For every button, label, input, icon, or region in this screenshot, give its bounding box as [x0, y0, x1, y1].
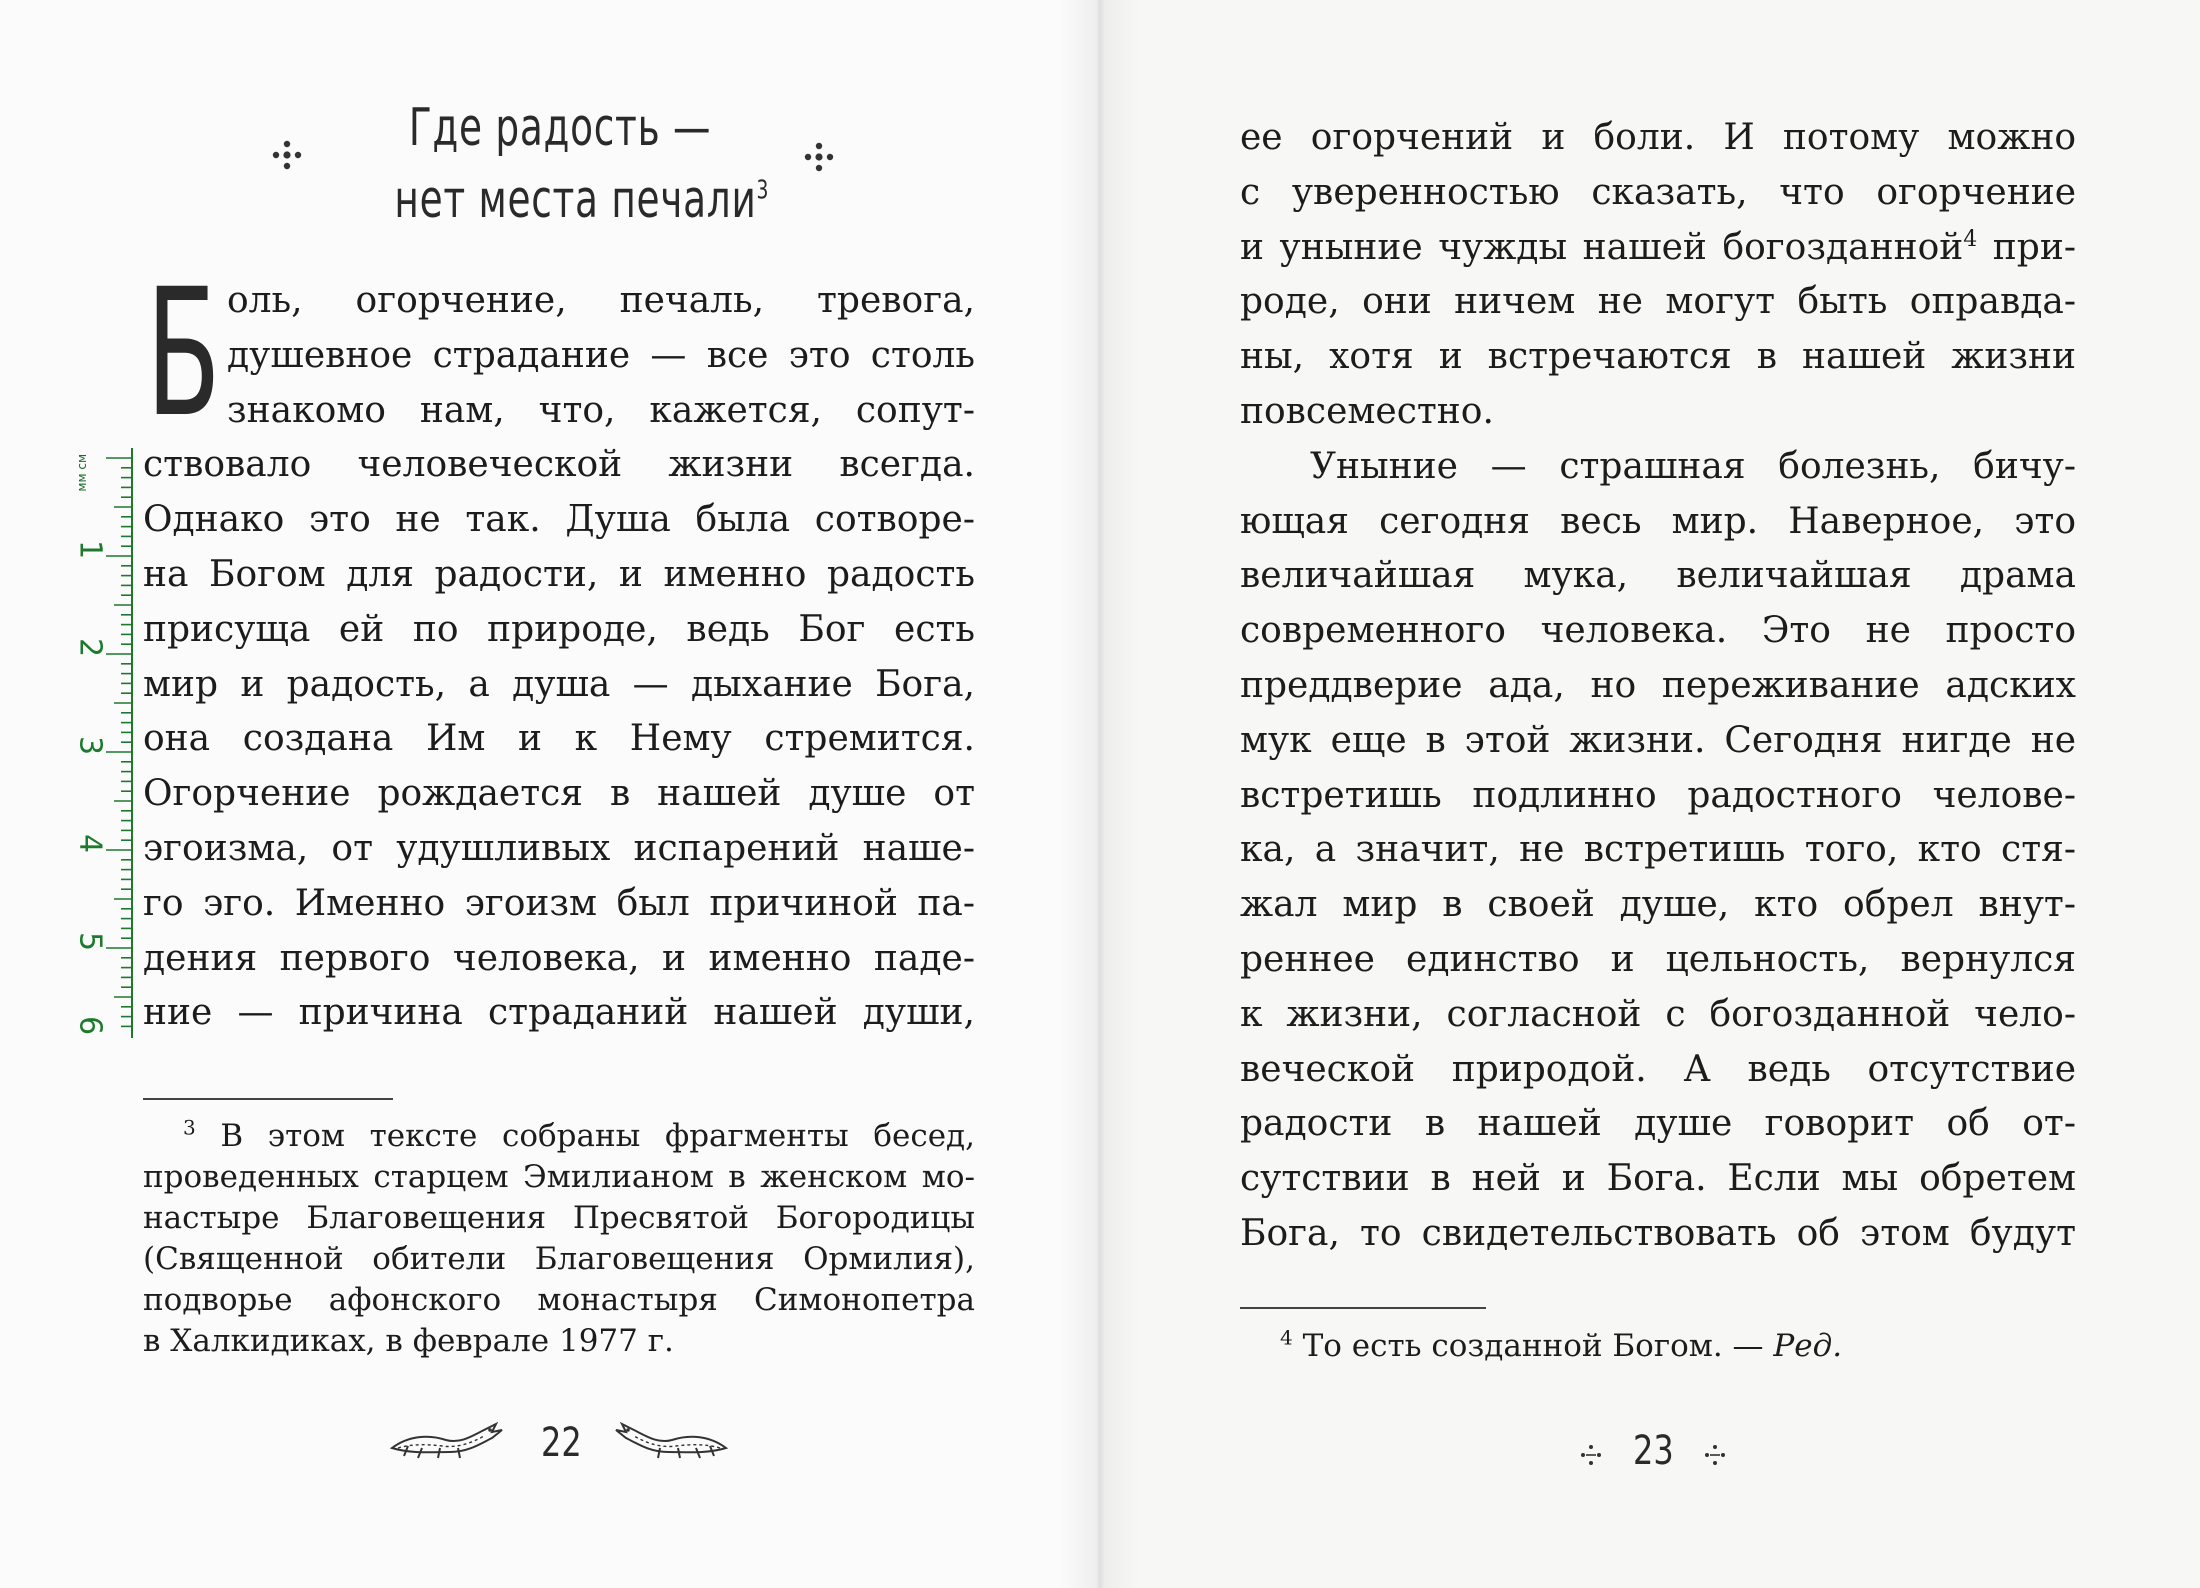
diamond-ornament-icon: [272, 140, 302, 170]
body-line: оль, огорчение, печаль, тревога,: [227, 280, 975, 321]
ruler-number: 1: [72, 539, 108, 560]
body-line: и уныние чужды нашей богозданной: [1240, 226, 1964, 268]
title-line-1: Где радость —: [408, 98, 712, 158]
body-line: на Богом для радости, и именно радость: [143, 553, 975, 595]
cross-ornament-icon: [1704, 1444, 1726, 1466]
ruler-number: 3: [72, 735, 108, 756]
body-line: Уныние — страшная болезнь, бичу-: [1310, 445, 2076, 487]
title-line-2: нет места печали: [394, 170, 757, 230]
footnote: [1240, 1326, 2076, 1367]
chapter-title: [394, 92, 770, 236]
body-line: роде, они ничем не могут быть оправда-: [1240, 281, 2076, 323]
body-line: встретишь подлинно радостного челове-: [1240, 774, 2076, 816]
body-line: Бога, то свидетельствовать об этом будут: [1240, 1212, 2076, 1254]
footnote: [143, 1116, 975, 1362]
footnote-text: То есть созданной Богом. —: [1302, 1328, 1774, 1364]
body-line: веческой природой. А ведь отсутствие: [1240, 1048, 2076, 1090]
body-line: мир и радость, а душа — дыхание Бога,: [143, 663, 975, 705]
measurement-ruler: [72, 448, 134, 1038]
body-line: ствовало человеческой жизни всегда.: [143, 444, 975, 486]
body-line: Однако это не так. Душа была сотворе-: [143, 499, 975, 541]
body-line: присуща ей по природе, ведь Бог есть: [143, 608, 975, 650]
body-line: ны, хотя и встречаются в нашей жизни: [1240, 336, 2076, 378]
body-line: величайшая мука, величайшая драма: [1240, 555, 2076, 597]
body-line: с уверенностью сказать, что огорчение: [1240, 171, 2076, 213]
body-line: Огорчение рождается в нашей душе от: [143, 773, 975, 815]
footnote-italic: Ред.: [1773, 1328, 1843, 1364]
left-page: [0, 0, 1098, 1588]
footnote-line: в Халкидиках, в феврале 1977 г.: [143, 1323, 674, 1359]
body-line: ние — причина страданий нашей души,: [143, 992, 975, 1034]
dragon-ornament-icon: [612, 1418, 730, 1462]
body-line: жал мир в своей душе, кто обрел внут-: [1240, 884, 2076, 926]
body-line: душевное страдание — все это столь: [227, 334, 975, 376]
footnote-number: 3: [183, 1115, 196, 1140]
drop-cap: Б: [146, 251, 221, 456]
body-line: преддверие ада, но переживание адских: [1240, 664, 2076, 706]
footnote-ref: 4: [1963, 226, 1978, 252]
body-line-tail: при-: [1977, 226, 2076, 268]
ruler-number: 6: [72, 1015, 108, 1036]
footnote-line: подворье афонского монастыря Симонопетра: [143, 1282, 975, 1318]
diamond-ornament-icon: [804, 142, 834, 172]
body-line: повсеместно.: [1240, 390, 1494, 432]
body-line: радости в нашей душе говорит об от-: [1240, 1103, 2076, 1145]
body-line: к жизни, согласной с богозданной чело-: [1240, 993, 2076, 1035]
ruler-number: 5: [72, 931, 108, 952]
right-body-text: [1240, 111, 2076, 1262]
body-line: современного человека. Это не просто: [1240, 610, 2076, 652]
body-line: она создана Им и к Нему стремится.: [143, 718, 975, 760]
footnote-line: В этом тексте собраны фрагменты бесед,: [220, 1118, 975, 1154]
footnote-line: (Священной обители Благовещения Ормилия),: [143, 1241, 975, 1277]
body-line: ка, а значит, не встретишь того, кто стя-: [1240, 829, 2076, 871]
title-footnote-ref: 3: [756, 175, 770, 206]
footnote-rule: [1240, 1307, 1486, 1309]
body-line: го эго. Именно эгоизм был причиной па-: [143, 882, 975, 924]
left-body-text: [143, 274, 975, 1041]
footnote-rule: [143, 1098, 393, 1100]
body-line: эгоизма, от удушливых испарений наше-: [143, 827, 975, 869]
body-line: дения первого человека, и именно паде-: [143, 937, 975, 979]
footnote-line: настыре Благовещения Пресвятой Богородицы: [143, 1200, 975, 1236]
page-number: 22: [541, 1420, 582, 1466]
ruler-number: 4: [72, 833, 108, 854]
body-line: сутствии в ней и Бога. Если мы обретем: [1240, 1158, 2076, 1200]
footnote-number: 4: [1280, 1325, 1293, 1350]
body-line: знакомо нам, что, кажется, сопут-: [227, 389, 975, 431]
dragon-ornament-icon: [388, 1418, 506, 1462]
ruler-unit-label: мм см: [75, 454, 89, 492]
body-line: реннее единство и цельность, вернулся: [1240, 938, 2076, 980]
body-line: ее огорчений и боли. И потому можно: [1240, 117, 2076, 158]
body-line: ющая сегодня весь мир. Наверное, это: [1240, 500, 2076, 542]
ruler-number: 2: [72, 637, 108, 658]
cross-ornament-icon: [1580, 1444, 1602, 1466]
book-gutter: [1060, 0, 1140, 1588]
footnote-line: проведенных старцем Эмилианом в женском мо-: [143, 1159, 975, 1195]
page-number: 23: [1633, 1428, 1674, 1474]
body-line: мук еще в этой жизни. Сегодня нигде не: [1240, 719, 2076, 761]
